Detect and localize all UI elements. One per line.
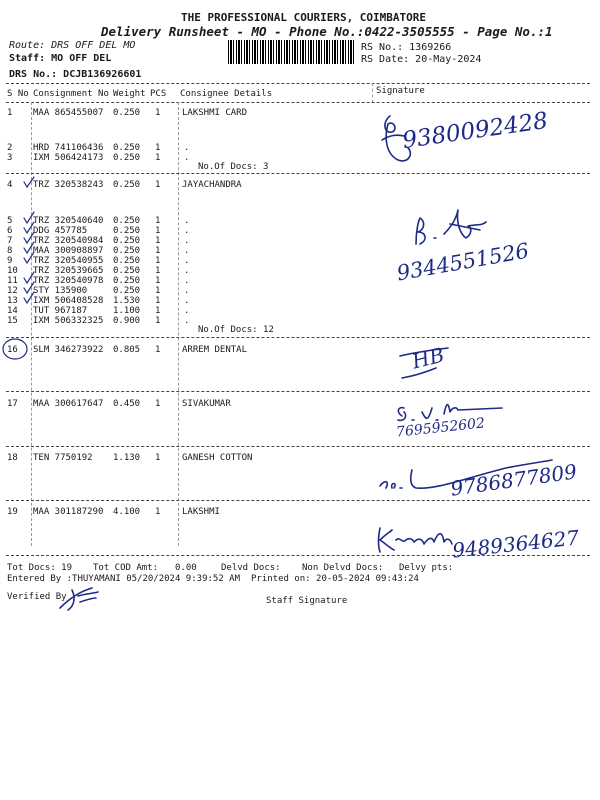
row-sno: 18 xyxy=(7,453,18,463)
row-pcs: 1 xyxy=(155,507,161,517)
row-sno: 13 xyxy=(7,296,18,306)
row-consignment: TRZ 320540984 xyxy=(33,236,104,246)
row-sno: 14 xyxy=(7,306,18,316)
row-consignment: SLM 346273922 xyxy=(33,345,104,355)
divider xyxy=(6,83,590,84)
verifier-signature-scribble xyxy=(58,584,102,614)
row-pcs: 1 xyxy=(155,108,161,118)
row-weight: 0.250 xyxy=(113,143,141,153)
row-consignment: STY 135900 xyxy=(33,286,88,296)
row-sno: 10 xyxy=(7,266,18,276)
signature-phone-4: 7695952602 xyxy=(395,415,486,441)
row-consignee: ARREM DENTAL xyxy=(182,345,248,355)
row-consignment: TRZ 320538243 xyxy=(33,180,104,190)
row-sno: 4 xyxy=(7,180,13,190)
row-consignee: . xyxy=(184,316,190,326)
row-consignee: GANESH COTTON xyxy=(182,453,253,463)
divider xyxy=(178,102,179,546)
row-weight: 4.100 xyxy=(113,507,141,517)
row-sno: 16 xyxy=(7,345,18,355)
row-sno: 8 xyxy=(7,246,13,256)
row-weight: 0.450 xyxy=(113,399,141,409)
row-consignee: LAKSHMI CARD xyxy=(182,108,248,118)
row-weight: 0.250 xyxy=(113,226,141,236)
col-header-signature: Signature xyxy=(376,86,425,96)
staff-signature-label: Staff Signature xyxy=(266,596,348,606)
divider xyxy=(6,500,590,501)
row-pcs: 1 xyxy=(155,266,161,276)
row-consignee: . xyxy=(184,226,190,236)
row-consignment: MAA 301187290 xyxy=(33,507,104,517)
row-sno: 9 xyxy=(7,256,13,266)
row-pcs: 1 xyxy=(155,143,161,153)
row-pcs: 1 xyxy=(155,399,161,409)
row-consignee: . xyxy=(184,276,190,286)
row-pcs: 1 xyxy=(155,153,161,163)
row-sno: 6 xyxy=(7,226,13,236)
divider xyxy=(372,83,373,103)
row-weight: 1.100 xyxy=(113,306,141,316)
col-header-consignee: Consignee Details xyxy=(180,89,273,99)
row-pcs: 1 xyxy=(155,216,161,226)
check-mark-icon xyxy=(22,176,36,326)
row-consignee: . xyxy=(184,246,190,256)
row-pcs: 1 xyxy=(155,246,161,256)
row-weight: 0.250 xyxy=(113,266,141,276)
row-sno: 7 xyxy=(7,236,13,246)
row-consignee: . xyxy=(184,266,190,276)
company-title: THE PROFESSIONAL COURIERS, COIMBATORE xyxy=(181,11,427,24)
delivered-docs: Delvd Docs: xyxy=(221,563,281,573)
divider xyxy=(6,173,590,174)
total-cod-label: Tot COD Amt: xyxy=(93,563,159,573)
rs-number: RS No.: 1369266 xyxy=(361,42,452,53)
row-weight: 0.250 xyxy=(113,153,141,163)
row-sno: 19 xyxy=(7,507,18,517)
row-consignment: HRD 741106436 xyxy=(33,143,104,153)
signature-phone-5: 9786877809 xyxy=(448,459,579,501)
row-consignment: TRZ 320539665 xyxy=(33,266,104,276)
row-pcs: 1 xyxy=(155,276,161,286)
row-pcs: 1 xyxy=(155,180,161,190)
row-consignee: . xyxy=(184,286,190,296)
col-header-pcs: PCS xyxy=(150,89,167,99)
docs-count-note: No.Of Docs: 3 xyxy=(198,162,269,172)
divider xyxy=(6,337,590,338)
signature-phone-1: 9380092428 xyxy=(400,107,550,155)
row-consignee: . xyxy=(184,153,190,163)
entered-by: Entered By :THUYAMANI 05/20/2024 9:39:52 AM xyxy=(7,574,240,584)
row-consignee: SIVAKUMAR xyxy=(182,399,231,409)
row-sno: 17 xyxy=(7,399,18,409)
col-header-consignment: Consignment No xyxy=(33,89,109,99)
signature-initials-3: HB xyxy=(409,342,447,374)
total-cod-value: 0.00 xyxy=(175,563,197,573)
row-consignee: . xyxy=(184,216,190,226)
row-weight: 0.250 xyxy=(113,286,141,296)
row-consignment: IXM 506424173 xyxy=(33,153,104,163)
verified-by: Verified By xyxy=(7,592,67,602)
staff-label: Staff: MO OFF DEL xyxy=(9,53,112,64)
row-consignee: . xyxy=(184,236,190,246)
rs-date: RS Date: 20-May-2024 xyxy=(361,54,482,65)
row-weight: 0.250 xyxy=(113,256,141,266)
row-pcs: 1 xyxy=(155,236,161,246)
row-sno: 12 xyxy=(7,286,18,296)
row-weight: 0.250 xyxy=(113,236,141,246)
row-consignment: IXM 506408528 xyxy=(33,296,104,306)
row-consignee: . xyxy=(184,306,190,316)
row-weight: 0.900 xyxy=(113,316,141,326)
row-pcs: 1 xyxy=(155,286,161,296)
divider xyxy=(6,446,590,447)
row-consignment: TRZ 320540640 xyxy=(33,216,104,226)
row-sno: 2 xyxy=(7,143,13,153)
drs-number: DRS No.: DCJB136926601 xyxy=(9,69,142,80)
row-weight: 1.530 xyxy=(113,296,141,306)
row-consignment: DDG 457785 xyxy=(33,226,88,236)
row-consignee: . xyxy=(184,143,190,153)
row-sno: 15 xyxy=(7,316,18,326)
row-consignment: IXM 506332325 xyxy=(33,316,104,326)
total-docs: Tot Docs: 19 xyxy=(7,563,73,573)
row-sno: 1 xyxy=(7,108,13,118)
row-sno: 3 xyxy=(7,153,13,163)
row-weight: 0.805 xyxy=(113,345,141,355)
non-delivered-docs: Non Delvd Docs: xyxy=(302,563,384,573)
row-consignment: MAA 300617647 xyxy=(33,399,104,409)
row-pcs: 1 xyxy=(155,296,161,306)
row-weight: 0.250 xyxy=(113,216,141,226)
row-pcs: 1 xyxy=(155,316,161,326)
row-consignment: MAA 300908897 xyxy=(33,246,104,256)
docs-count-note: No.Of Docs: 12 xyxy=(198,325,274,335)
col-header-sno: S No xyxy=(7,89,29,99)
row-pcs: 1 xyxy=(155,226,161,236)
row-consignment: TRZ 320540955 xyxy=(33,256,104,266)
row-pcs: 1 xyxy=(155,256,161,266)
signature-scribble-3 xyxy=(396,342,456,382)
signature-phone-2: 9344551526 xyxy=(394,238,531,286)
signature-scribble-6 xyxy=(372,524,456,554)
row-consignee: LAKSHMI xyxy=(182,507,220,517)
signature-phone-6: 9489364627 xyxy=(451,525,581,563)
row-weight: 0.250 xyxy=(113,246,141,256)
divider xyxy=(6,391,590,392)
row-weight: 0.250 xyxy=(113,276,141,286)
route-label: Route: DRS OFF DEL MO xyxy=(9,40,136,51)
row-sno: 11 xyxy=(7,276,18,286)
row-pcs: 1 xyxy=(155,453,161,463)
divider xyxy=(6,102,590,103)
row-consignee: . xyxy=(184,296,190,306)
printed-on: Printed on: 20-05-2024 09:43:24 xyxy=(251,574,419,584)
row-consignment: TRZ 320540978 xyxy=(33,276,104,286)
row-consignment: TEN 7750192 xyxy=(33,453,93,463)
row-pcs: 1 xyxy=(155,345,161,355)
col-header-weight: Weight xyxy=(113,89,146,99)
row-pcs: 1 xyxy=(155,306,161,316)
row-weight: 1.130 xyxy=(113,453,141,463)
runsheet-title: Delivery Runsheet - MO - Phone No.:0422-3505555 - Page No.:1 xyxy=(101,24,553,39)
row-consignment: MAA 865455007 xyxy=(33,108,104,118)
row-sno: 5 xyxy=(7,216,13,226)
row-weight: 0.250 xyxy=(113,180,141,190)
row-weight: 0.250 xyxy=(113,108,141,118)
row-consignee: JAYACHANDRA xyxy=(182,180,242,190)
barcode-icon xyxy=(228,40,356,64)
delivery-points: Delvy pts: xyxy=(399,563,454,573)
row-consignment: TUT 967187 xyxy=(33,306,88,316)
row-consignee: . xyxy=(184,256,190,266)
